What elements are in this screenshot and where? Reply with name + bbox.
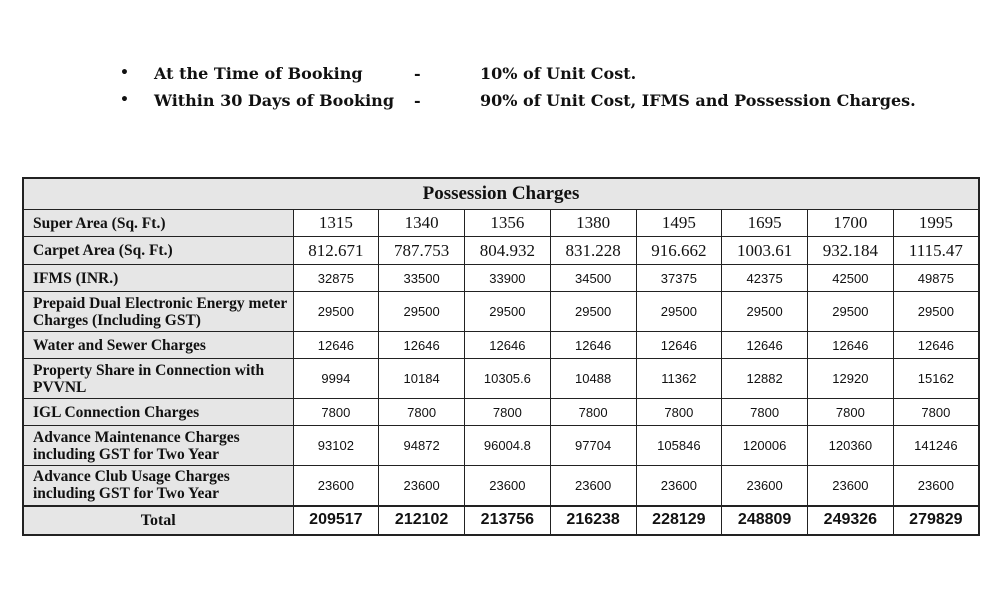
total-value: 249326 [808,506,894,535]
cell-value: 42375 [722,265,808,292]
cell-value: 12646 [550,332,636,359]
payment-stage-label: At the Time of Booking [154,64,363,83]
cell-value: 15162 [893,359,979,399]
payment-stage-value: 90% of Unit Cost, IFMS and Possession Charges. [480,91,916,110]
cell-value: 12646 [893,332,979,359]
payment-stage-label: Within 30 Days of Booking [154,91,394,110]
possession-charges-table [22,177,980,536]
cell-value: 7800 [293,399,379,426]
payment-plan-item [120,60,980,87]
payment-stage-value: 10% of Unit Cost. [480,64,637,83]
total-row [23,506,979,535]
cell-value: 1315 [293,210,379,237]
cell-value: 23600 [293,466,379,506]
cell-value: 12646 [293,332,379,359]
cell-value: 105846 [636,426,722,466]
cell-value: 1495 [636,210,722,237]
cell-value: 33500 [379,265,465,292]
total-value: 248809 [722,506,808,535]
cell-value: 96004.8 [465,426,551,466]
table-row [23,265,979,292]
cell-value: 29500 [893,292,979,332]
cell-value: 1115.47 [893,237,979,265]
cell-value: 29500 [636,292,722,332]
cell-value: 93102 [293,426,379,466]
cell-value: 7800 [893,399,979,426]
cell-value: 34500 [550,265,636,292]
cell-value: 120006 [722,426,808,466]
cell-value: 1340 [379,210,465,237]
cell-value: 916.662 [636,237,722,265]
table-row [23,466,979,506]
cell-value: 29500 [550,292,636,332]
cell-value: 787.753 [379,237,465,265]
cell-value: 10184 [379,359,465,399]
cell-value: 932.184 [808,237,894,265]
row-label: Property Share in Connection with PVVNL [23,359,293,399]
row-label: Super Area (Sq. Ft.) [23,210,293,237]
cell-value: 120360 [808,426,894,466]
cell-value: 1356 [465,210,551,237]
bullet-icon: • [120,92,129,108]
total-value: 228129 [636,506,722,535]
cell-value: 812.671 [293,237,379,265]
cell-value: 11362 [636,359,722,399]
total-value: 216238 [550,506,636,535]
cell-value: 1700 [808,210,894,237]
cell-value: 12646 [465,332,551,359]
cell-value: 23600 [893,466,979,506]
cell-value: 23600 [379,466,465,506]
cell-value: 32875 [293,265,379,292]
row-label: Carpet Area (Sq. Ft.) [23,237,293,265]
payment-plan-list [120,60,980,114]
total-label: Total [23,506,293,535]
table-title-row [23,178,979,210]
total-value: 213756 [465,506,551,535]
cell-value: 29500 [722,292,808,332]
table-row [23,210,979,237]
row-label: IFMS (INR.) [23,265,293,292]
cell-value: 12646 [636,332,722,359]
row-label: Advance Club Usage Charges including GST for Two Year [23,466,293,506]
cell-value: 1003.61 [722,237,808,265]
cell-value: 12646 [722,332,808,359]
cell-value: 1380 [550,210,636,237]
cell-value: 7800 [550,399,636,426]
cell-value: 7800 [465,399,551,426]
cell-value: 23600 [722,466,808,506]
cell-value: 33900 [465,265,551,292]
table-row [23,237,979,265]
row-label: IGL Connection Charges [23,399,293,426]
cell-value: 29500 [808,292,894,332]
cell-value: 37375 [636,265,722,292]
row-label: Water and Sewer Charges [23,332,293,359]
cell-value: 49875 [893,265,979,292]
cell-value: 7800 [379,399,465,426]
cell-value: 831.228 [550,237,636,265]
bullet-icon: • [120,65,129,81]
cell-value: 7800 [636,399,722,426]
cell-value: 804.932 [465,237,551,265]
table-row [23,426,979,466]
cell-value: 97704 [550,426,636,466]
cell-value: 29500 [379,292,465,332]
cell-value: 29500 [293,292,379,332]
table-row [23,399,979,426]
cell-value: 12882 [722,359,808,399]
cell-value: 9994 [293,359,379,399]
cell-value: 23600 [808,466,894,506]
total-value: 212102 [379,506,465,535]
cell-value: 1695 [722,210,808,237]
cell-value: 12646 [808,332,894,359]
payment-plan-item [120,87,980,114]
cell-value: 29500 [465,292,551,332]
total-value: 279829 [893,506,979,535]
cell-value: 23600 [550,466,636,506]
cell-value: 12646 [379,332,465,359]
separator-dash: - [414,64,421,83]
cell-value: 10305.6 [465,359,551,399]
cell-value: 10488 [550,359,636,399]
cell-value: 141246 [893,426,979,466]
cell-value: 12920 [808,359,894,399]
table-row [23,292,979,332]
cell-value: 7800 [808,399,894,426]
total-value: 209517 [293,506,379,535]
cell-value: 7800 [722,399,808,426]
cell-value: 23600 [465,466,551,506]
separator-dash: - [414,91,421,110]
table-title: Possession Charges [23,178,979,210]
cell-value: 23600 [636,466,722,506]
table-row [23,332,979,359]
cell-value: 1995 [893,210,979,237]
cell-value: 94872 [379,426,465,466]
table-row [23,359,979,399]
row-label: Advance Maintenance Charges including GST for Two Year [23,426,293,466]
cell-value: 42500 [808,265,894,292]
row-label: Prepaid Dual Electronic Energy meter Charges (Including GST) [23,292,293,332]
